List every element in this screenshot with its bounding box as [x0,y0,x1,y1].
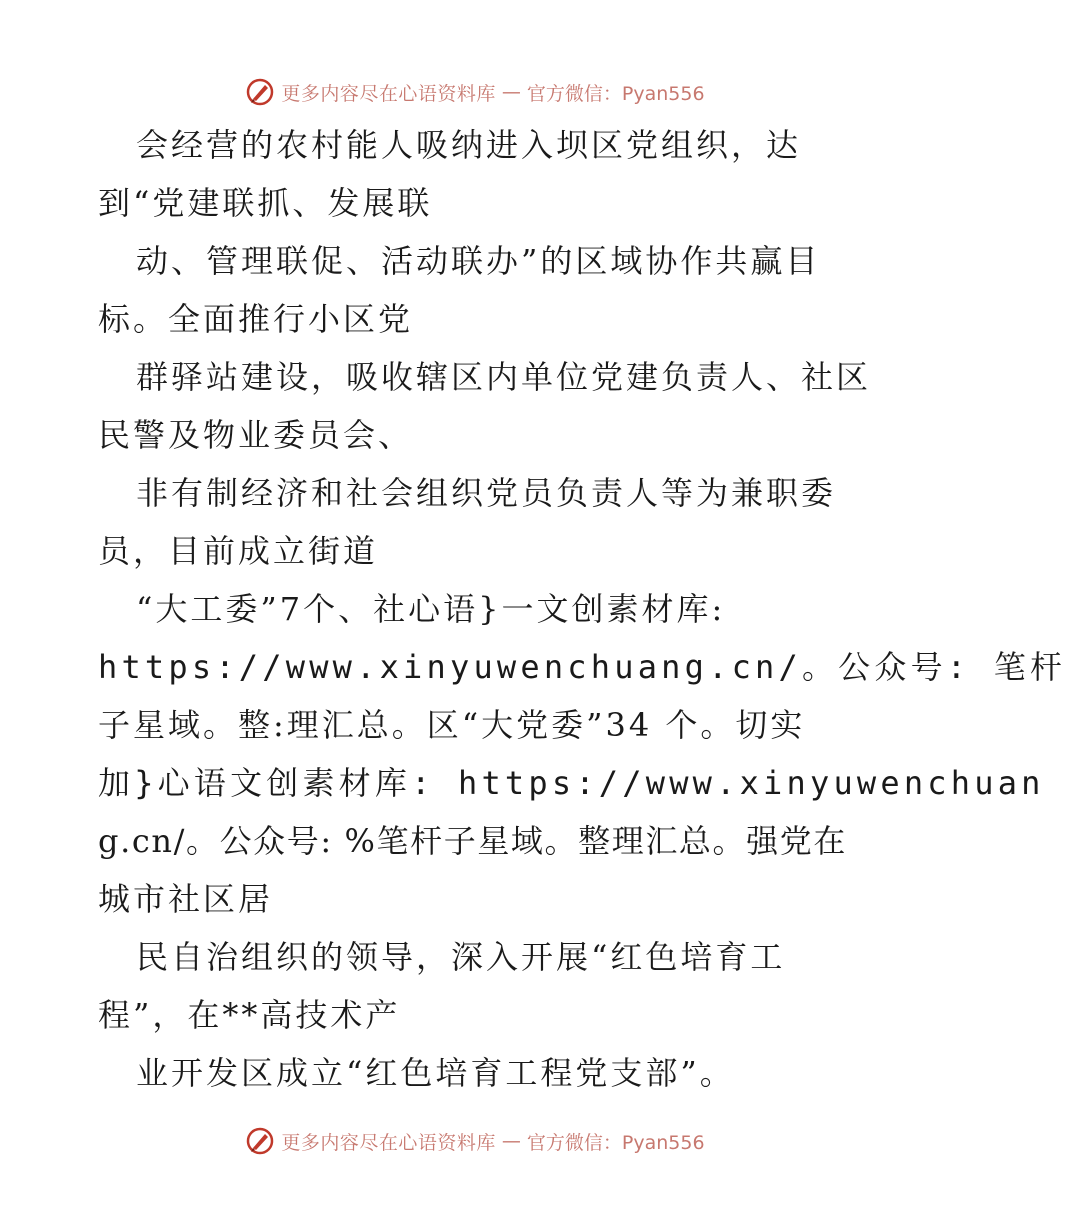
text-line: 会经营的农村能人吸纳进入坝区党组织，达 [136,126,802,164]
footer-watermark [0,1121,950,1161]
text-line: 标。全面推行小区党 [98,300,414,338]
text-line: 民警及物业委员会、 [98,416,414,454]
text-line: 民自治组织的领导，深入开展“红色培育工 [136,938,786,976]
text-line: 群驿站建设，吸收辖区内单位党建负责人、社区 [136,358,872,396]
pen-logo-icon [245,77,275,107]
pen-logo-icon [245,1126,275,1156]
watermark-text: 更多内容尽在心语资料库 [281,82,496,105]
text-line: 程”，在**高技术产 [98,996,401,1034]
text-line: 非有制经济和社会组织党员负责人等为兼职委 [136,474,837,512]
text-line: 子星域。整:理汇总。区“大党委”34 个。切实 [98,706,806,744]
document-body [98,116,1066,1102]
text-line: 业开发区成立“红色培育工程党支部”。 [136,1054,735,1092]
text-line: https://www.xinyuwenchuang.cn/。公众号: 笔杆 [98,648,1066,686]
watermark-contact: 官方微信：Pyan556 [526,1131,705,1154]
watermark-text: 更多内容尽在心语资料库 [281,1131,496,1154]
text-line: 动、管理联促、活动联办”的区域协作共赢目 [136,242,821,280]
watermark-separator: — [501,81,521,103]
text-line: 到“党建联抓、发展联 [98,184,433,222]
header-watermark [0,72,950,112]
text-line: g.cn/。公众号: %笔杆子星域。整理汇总。强党在 [98,822,847,860]
watermark-separator: — [501,1130,521,1152]
text-line: 员，目前成立街道 [98,532,379,570]
text-line: 加}心语文创素材库: https://www.xinyuwenchuan [98,764,1045,802]
text-line: 城市社区居 [98,880,274,918]
watermark-contact: 官方微信：Pyan556 [526,82,705,105]
text-line: “大工委”7个、社心语}一文创素材库: [136,590,726,628]
